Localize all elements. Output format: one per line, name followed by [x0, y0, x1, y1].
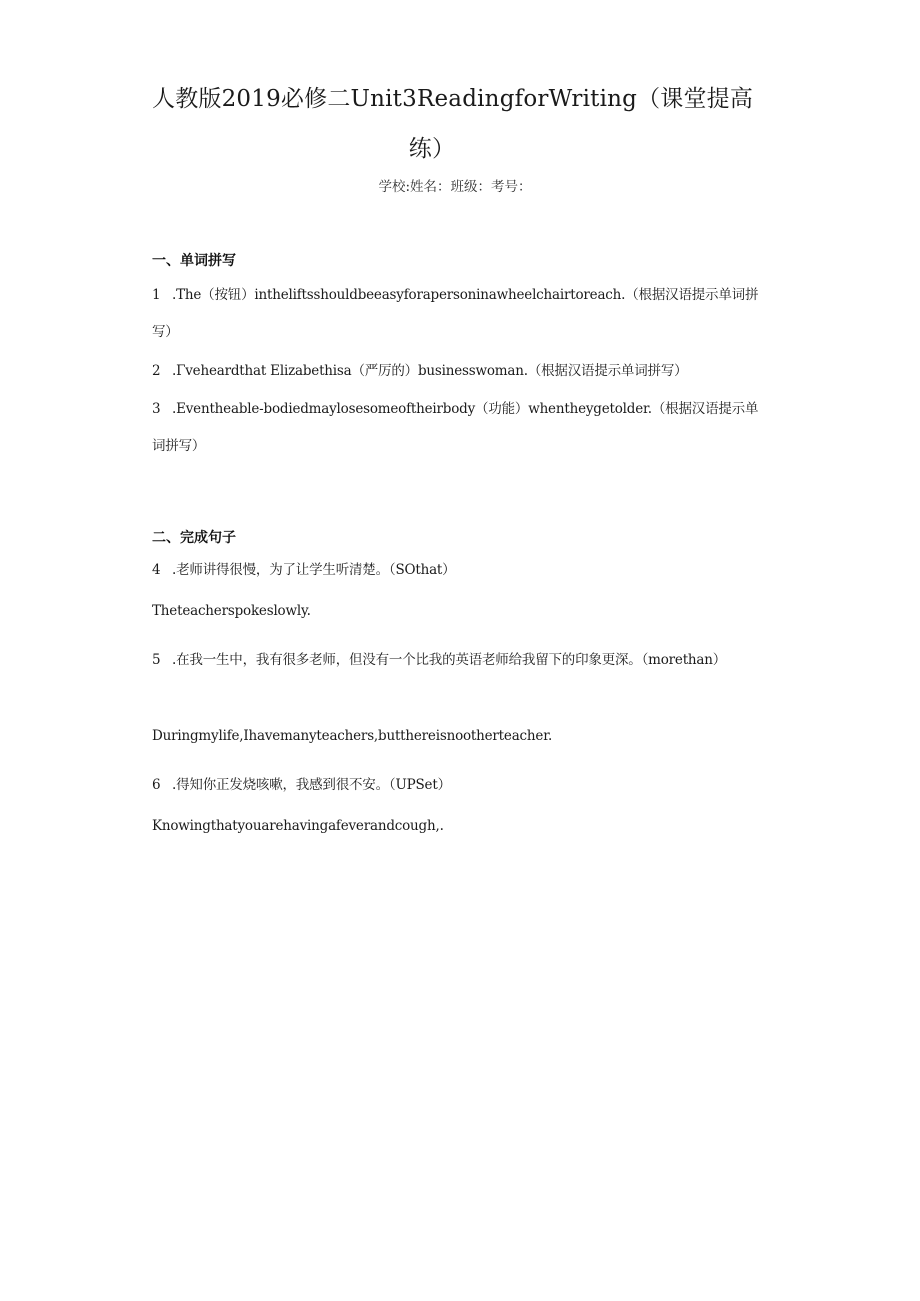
question-number: 3 — [152, 401, 161, 417]
question-number: 4 — [152, 562, 161, 578]
title-line-2: 练） — [408, 136, 456, 162]
question-text: .The（按钮）intheliftsshouldbeeasyforapersoninawheelchairtoreach.（根据汉语提示单词拼写） — [152, 287, 759, 340]
question-text: .Eventheable-bodiedmaylosesomeoftheirbody（功能）whentheygetolder.（根据汉语提示单词拼写） — [152, 401, 759, 454]
question-text: .得知你正发烧咳嗽，我感到很不安。（UPSet） — [172, 777, 451, 793]
question-text: .老师讲得很慢，为了让学生听清楚。（SOthat） — [172, 562, 456, 578]
question-2 — [152, 353, 762, 390]
question-6 — [152, 767, 762, 804]
question-text: .在我一生中，我有很多老师，但没有一个比我的英语老师给我留下的印象更深。（morethan） — [172, 652, 727, 668]
question-number: 5 — [152, 652, 161, 668]
answer-line-5: Duringmylife,Ihavemanyteachers,butthereisnootherteacher. — [152, 728, 553, 744]
question-1 — [152, 277, 762, 351]
question-4 — [152, 552, 762, 589]
section-heading-sentences: 二、完成句子 — [152, 530, 236, 546]
question-number: 6 — [152, 777, 161, 793]
student-info-line: 学校:姓名：班级：考号： — [378, 179, 532, 195]
question-number: 2 — [152, 363, 161, 379]
answer-line-4: Theteacherspokeslowly. — [152, 603, 311, 619]
question-5 — [152, 642, 762, 679]
question-3 — [152, 391, 762, 465]
document-title — [152, 74, 754, 174]
answer-line-6: Knowingthatyouarehavingafeverandcough,. — [152, 818, 444, 834]
question-number: 1 — [152, 287, 161, 303]
title-line-1: 人教版2019必修二Unit3ReadingforWriting（课堂提高 — [152, 86, 754, 112]
question-text: .Γveheardthat Elizabethisa（严厉的）businesswoman.（根据汉语提示单词拼写） — [172, 363, 688, 379]
section-heading-spelling: 一、单词拼写 — [152, 253, 236, 269]
